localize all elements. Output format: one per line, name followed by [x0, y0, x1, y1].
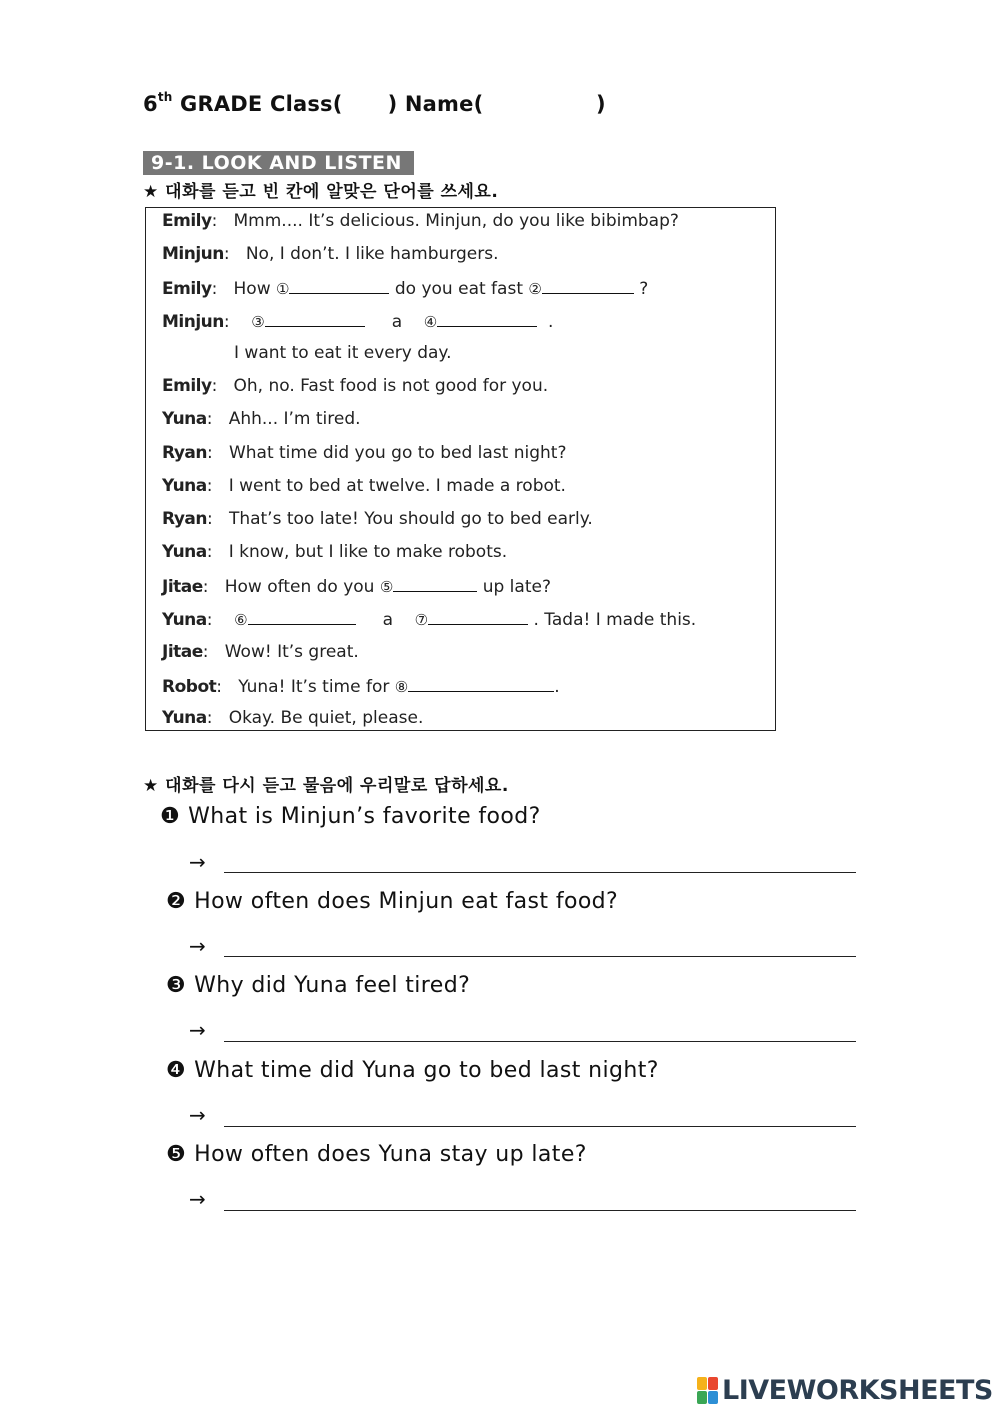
blank-number: ⑧ — [394, 678, 409, 696]
dialog-text: How — [233, 279, 277, 299]
dialog-text: I want to eat it every day. — [234, 343, 452, 363]
speaker-name: Emily — [162, 279, 212, 299]
speaker-name: Yuna — [162, 610, 207, 630]
question-text: How often does Yuna stay up late? — [194, 1142, 587, 1167]
question-number: ❷ — [166, 889, 187, 914]
question-text: How often does Minjun eat fast food? — [194, 889, 619, 914]
dialog-text: No, I don’t. I like hamburgers. — [245, 244, 499, 264]
speaker-name: Yuna — [162, 708, 207, 728]
dialog-text: ? — [633, 279, 649, 299]
speaker-name: Jitae — [162, 577, 203, 597]
speaker-name: Robot — [162, 677, 217, 697]
dialog-line: Ryan: That’s too late! You should go to bed early. — [162, 509, 593, 529]
question-text: Why did Yuna feel tired? — [194, 973, 471, 998]
speaker-name: Emily — [162, 376, 212, 396]
speaker-name: Yuna — [162, 476, 207, 496]
dialog-line: Yuna: I know, but I like to make robots. — [162, 542, 508, 562]
dialog-line: Robot: Yuna! It’s time for ⑧ . — [162, 677, 560, 697]
arrow-icon: → — [189, 1103, 206, 1127]
speaker-name: Ryan — [162, 509, 207, 529]
dialog-line: Yuna: ⑥ a ⑦ . Tada! I made this. — [162, 610, 697, 630]
dialog-text: . Tada! I made this. — [533, 610, 697, 630]
blank-3[interactable] — [265, 310, 365, 327]
blank-5[interactable] — [393, 575, 477, 592]
blank-number: ③ — [251, 313, 265, 331]
dialog-text: How often do you — [224, 577, 380, 597]
blank-1[interactable] — [289, 277, 389, 294]
blank-8[interactable] — [408, 675, 554, 692]
dialog-text: a — [382, 610, 393, 630]
speaker-name: Jitae — [162, 642, 203, 662]
answer-line-4[interactable] — [224, 1126, 856, 1127]
class-name-fields: GRADE Class( ) Name( ) — [172, 92, 606, 116]
dialog-text: That’s too late! You should go to bed early. — [228, 509, 593, 529]
question-number: ❸ — [166, 973, 187, 998]
question-number: ❶ — [160, 804, 181, 829]
instruction-fill-blanks: ★ 대화를 듣고 빈 칸에 알맞은 단어를 쓰세요. — [143, 182, 499, 202]
arrow-icon: → — [189, 1018, 206, 1042]
dialog-box — [145, 207, 776, 731]
speaker-name: Emily — [162, 211, 212, 231]
logo-text: LIVEWORKSHEETS — [722, 1375, 993, 1406]
dialog-line: Emily: Oh, no. Fast food is not good for you. — [162, 376, 549, 396]
arrow-icon: → — [189, 934, 206, 958]
arrow-icon: → — [189, 850, 206, 874]
dialog-text: I know, but I like to make robots. — [228, 542, 508, 562]
speaker-name: Minjun — [162, 312, 224, 332]
grade-number: 6 — [143, 92, 158, 116]
dialog-line: Yuna: Ahh... I’m tired. — [162, 409, 361, 429]
worksheet-header — [143, 92, 606, 116]
dialog-line: Ryan: What time did you go to bed last night? — [162, 443, 567, 463]
blank-6[interactable] — [248, 608, 356, 625]
speaker-name: Minjun — [162, 244, 224, 264]
dialog-line: Emily: Mmm.... It’s delicious. Minjun, do you like bibimbap? — [162, 211, 679, 231]
question-3 — [166, 973, 470, 998]
dialog-text: Okay. Be quiet, please. — [228, 708, 424, 728]
dialog-line: Minjun: No, I don’t. I like hamburgers. — [162, 244, 499, 264]
dialog-text: What time did you go to bed last night? — [228, 443, 567, 463]
arrow-icon: → — [189, 1187, 206, 1211]
dialog-text: Ahh... I’m tired. — [228, 409, 361, 429]
dialog-line: Jitae: How often do you ⑤ up late? — [162, 577, 551, 597]
dialog-line: Yuna: Okay. Be quiet, please. — [162, 708, 424, 728]
dialog-text: do you eat fast — [389, 279, 529, 299]
speaker-name: Yuna — [162, 409, 207, 429]
blank-number: ⑦ — [414, 611, 429, 629]
answer-line-5[interactable] — [224, 1210, 856, 1211]
instruction-answer-korean: ★ 대화를 다시 듣고 물음에 우리말로 답하세요. — [143, 776, 509, 796]
question-text: What is Minjun’s favorite food? — [188, 804, 541, 829]
answer-line-1[interactable] — [224, 872, 856, 873]
logo-blocks-icon — [697, 1377, 719, 1405]
question-5 — [166, 1142, 587, 1167]
blank-number: ① — [276, 280, 290, 298]
dialog-line: Emily: How ① do you eat fast ② ? — [162, 279, 649, 299]
dialog-text: I went to bed at twelve. I made a robot. — [228, 476, 566, 496]
blank-2[interactable] — [542, 277, 634, 294]
dialog-line — [234, 343, 451, 363]
blank-7[interactable] — [428, 608, 528, 625]
dialog-line: Minjun: ③ a ④ . — [162, 312, 554, 332]
question-1 — [160, 804, 541, 829]
dialog-text: up late? — [477, 577, 551, 597]
question-text: What time did Yuna go to bed last night? — [194, 1058, 659, 1083]
dialog-text: . — [554, 677, 560, 697]
blank-number: ② — [528, 280, 542, 298]
blank-number: ⑤ — [379, 578, 394, 596]
liveworksheets-logo — [697, 1375, 993, 1406]
question-4 — [166, 1058, 659, 1083]
dialog-text: Mmm.... It’s delicious. Minjun, do you like bibimbap? — [233, 211, 679, 231]
dialog-text: . — [548, 312, 554, 332]
dialog-line: Jitae: Wow! It’s great. — [162, 642, 359, 662]
dialog-text: Oh, no. Fast food is not good for you. — [233, 376, 549, 396]
answer-line-3[interactable] — [224, 1041, 856, 1042]
blank-4[interactable] — [437, 310, 537, 327]
dialog-text: Wow! It’s great. — [224, 642, 359, 662]
speaker-name: Ryan — [162, 443, 207, 463]
grade-suffix: th — [157, 90, 173, 104]
question-number: ❹ — [166, 1058, 187, 1083]
blank-number: ⑥ — [234, 611, 248, 629]
question-2 — [166, 889, 618, 914]
question-number: ❺ — [166, 1142, 187, 1167]
dialog-text: Yuna! It’s time for — [238, 677, 395, 697]
section-title: 9-1. LOOK AND LISTEN — [143, 151, 414, 175]
speaker-name: Yuna — [162, 542, 207, 562]
dialog-line: Yuna: I went to bed at twelve. I made a robot. — [162, 476, 566, 496]
dialog-text: a — [391, 312, 403, 332]
blank-number: ④ — [423, 313, 438, 331]
answer-line-2[interactable] — [224, 956, 856, 957]
